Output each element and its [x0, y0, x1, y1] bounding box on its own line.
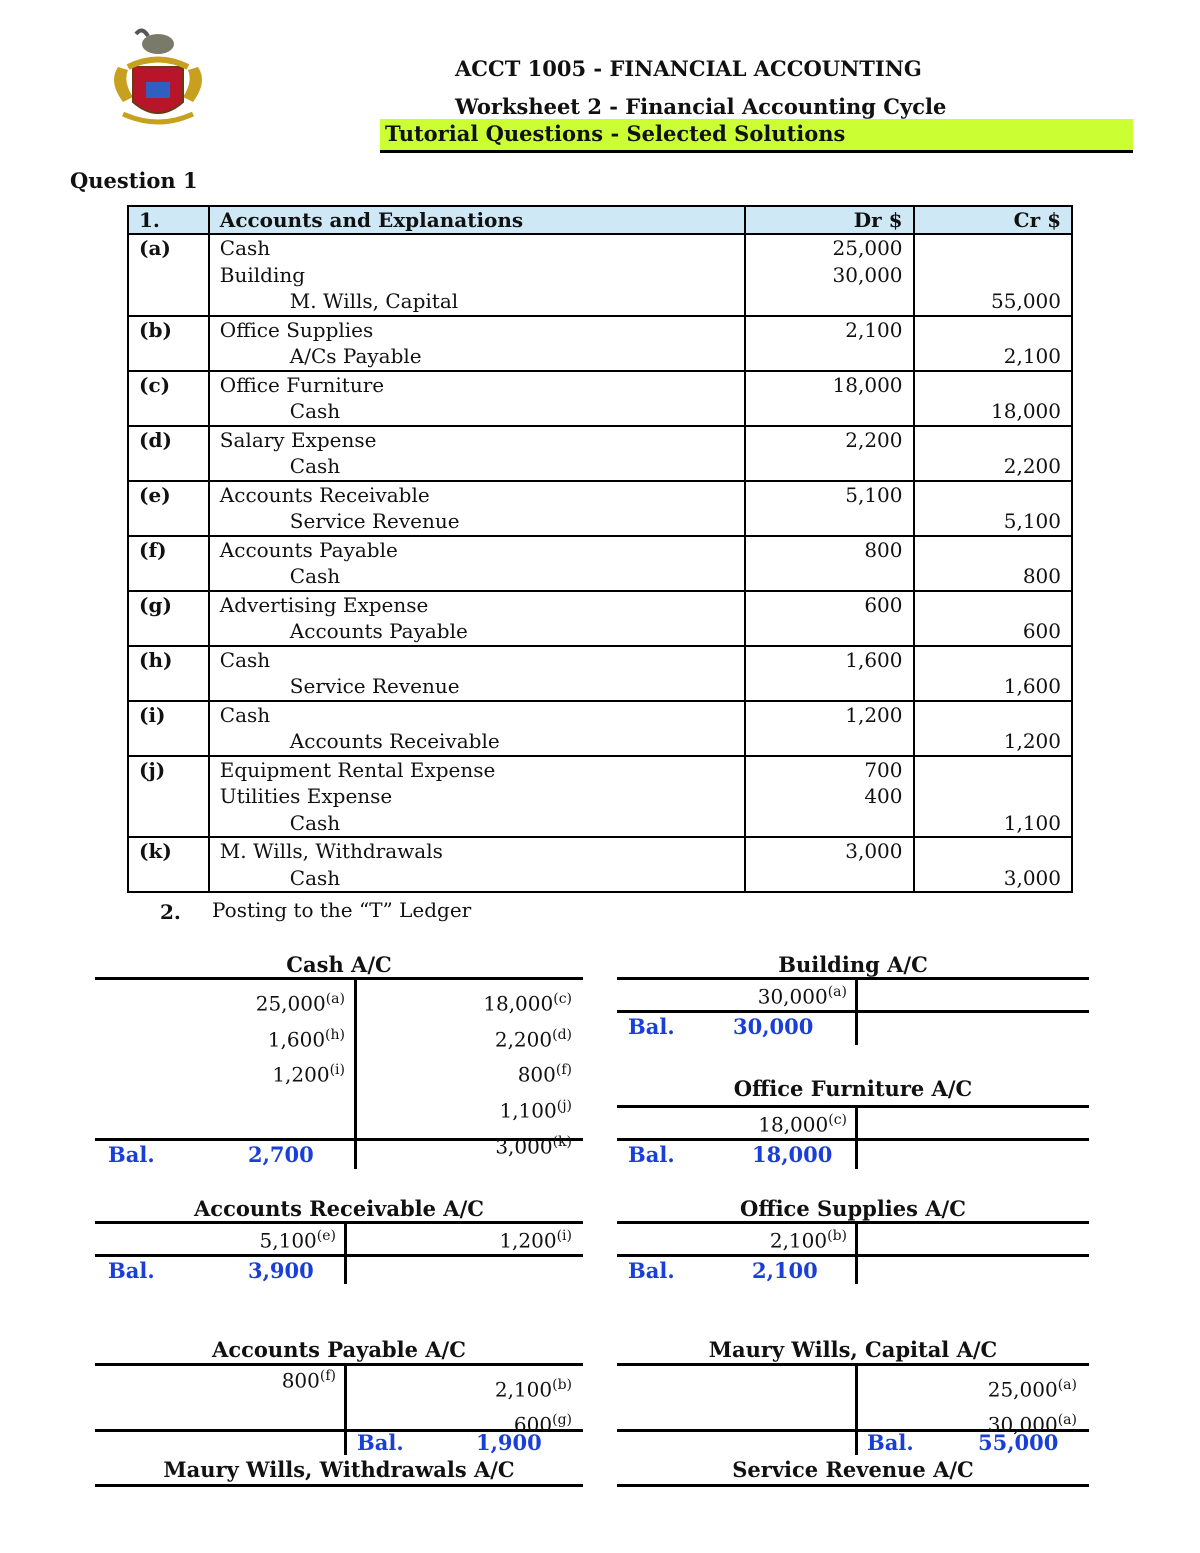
cr-amount [925, 783, 1061, 810]
cr-amount: 5,100 [1003, 509, 1061, 533]
furniture-ledger-title: Office Furniture A/C [733, 1076, 973, 1101]
capital-cr-entries [900, 1370, 1077, 1439]
journal-row [128, 837, 1072, 892]
ledger-entry: 18,000$^{(c)}$ [758, 1112, 847, 1137]
furniture-balance: 18,000 [752, 1142, 833, 1167]
journal-ref [128, 316, 209, 371]
journal-col-number: 1. [128, 206, 209, 234]
ap-bal-label: Bal. [357, 1430, 404, 1455]
cr-amount [925, 838, 1061, 865]
journal-dr [745, 536, 913, 591]
cash-cr-entries [400, 984, 572, 1162]
journal-accounts [209, 536, 745, 591]
subtitle-banner [380, 119, 1133, 153]
course-title: ACCT 1005 - FINANCIAL ACCOUNTING [455, 56, 922, 81]
account-line: Utilities Expense [219, 784, 393, 808]
journal-accounts [209, 646, 745, 701]
account-line: Accounts Receivable [219, 482, 430, 507]
journal-row [128, 234, 1072, 316]
ledger-entry: 30,000$^{(a)}$ [757, 984, 847, 1009]
journal-table [127, 205, 1073, 893]
journal-dr [745, 234, 913, 316]
account-line: Accounts Receivable [289, 729, 500, 753]
ledger-entry: 1,100$^{(j)}$ [499, 1097, 572, 1123]
ap-ledger-title: Accounts Payable A/C [212, 1337, 466, 1362]
ledger-entry: 25,000$^{(a)}$ [255, 991, 345, 1016]
university-crest-logo [98, 22, 218, 132]
ap-top-rule [95, 1363, 583, 1366]
cr-amount [925, 372, 1061, 399]
ap-cr-entries [400, 1370, 572, 1439]
account-line: Office Supplies [219, 317, 374, 342]
account-line: Accounts Payable [219, 537, 398, 562]
ar-top-rule [95, 1221, 583, 1224]
dr-amount [756, 398, 902, 425]
dr-amount: 700 [864, 757, 903, 782]
journal-header-row [128, 206, 1072, 234]
capital-top-rule [617, 1363, 1089, 1366]
dr-amount: 30,000 [832, 262, 903, 287]
dr-amount: 1,600 [845, 647, 903, 672]
account-line: Cash [289, 399, 341, 423]
journal-ref-label: (j) [139, 757, 166, 782]
ledger-entry: 25,000$^{(a)}$ [987, 1377, 1077, 1402]
posting-label: Posting to the “T” Ledger [212, 898, 472, 922]
journal-ref-label: (h) [139, 647, 173, 672]
journal-accounts [209, 756, 745, 838]
supplies-center-rule [855, 1221, 858, 1284]
ar-bal-label: Bal. [108, 1258, 155, 1283]
ledger-entry: 3,000$^{(k)}$ [495, 1133, 572, 1159]
journal-cr [914, 234, 1072, 316]
ledger-entry: 2,100$^{(b)}$ [494, 1377, 572, 1402]
journal-ref-label: (b) [139, 317, 172, 342]
subtitle-text: Tutorial Questions - Selected Solutions [385, 121, 846, 146]
building-ledger-title: Building A/C [778, 952, 928, 977]
supplies-total-rule [617, 1254, 1089, 1257]
journal-ref [128, 234, 209, 316]
journal-accounts [209, 701, 745, 756]
account-line: Cash [289, 564, 341, 588]
journal-body [128, 234, 1072, 892]
dr-amount: 2,200 [845, 427, 903, 452]
journal-ref-label: (c) [139, 372, 171, 397]
journal-cr [914, 591, 1072, 646]
account-line: Cash [219, 702, 271, 727]
cr-amount: 1,100 [1003, 810, 1061, 835]
account-line: Office Furniture [219, 372, 385, 397]
building-top-rule [617, 977, 1089, 980]
journal-ref-label: (g) [139, 592, 172, 617]
account-line: Cash [219, 236, 271, 260]
account-line: M. Wills, Withdrawals [219, 839, 443, 863]
ledger-entry: 18,000$^{(c)}$ [483, 991, 572, 1016]
account-line: Accounts Payable [289, 619, 468, 643]
cr-amount: 600 [1022, 619, 1061, 643]
journal-cr [914, 701, 1072, 756]
journal-cr [914, 536, 1072, 591]
ap-center-rule [344, 1363, 347, 1455]
revenue-top-rule [617, 1484, 1089, 1487]
journal-cr [914, 756, 1072, 838]
cr-amount: 2,100 [1003, 344, 1061, 368]
cr-amount [925, 592, 1061, 619]
journal-cr [914, 426, 1072, 481]
dr-amount: 2,100 [845, 317, 903, 342]
building-bal-label: Bal. [628, 1014, 675, 1039]
supplies-bal-label: Bal. [628, 1258, 675, 1283]
cr-amount [925, 757, 1061, 784]
journal-ref-label: (i) [139, 702, 166, 727]
account-line: A/Cs Payable [289, 344, 422, 368]
cr-amount: 3,000 [1003, 865, 1061, 890]
capital-bal-label: Bal. [867, 1430, 914, 1455]
cash-balance: 2,700 [248, 1142, 314, 1167]
journal-ref [128, 837, 209, 892]
account-line: Cash [289, 810, 341, 835]
journal-cr [914, 371, 1072, 426]
journal-row [128, 481, 1072, 536]
cr-amount [925, 262, 1061, 289]
dr-amount [756, 343, 902, 370]
journal-accounts [209, 481, 745, 536]
account-line: Service Revenue [289, 509, 460, 533]
journal-col-cr: Cr $ [914, 206, 1072, 234]
ar-balance: 3,900 [248, 1258, 314, 1283]
journal-row [128, 756, 1072, 838]
journal-dr [745, 591, 913, 646]
capital-ledger-title: Maury Wills, Capital A/C [708, 1337, 998, 1362]
dr-amount: 600 [864, 592, 903, 617]
ledger-entry: 1,200$^{(i)}$ [272, 1062, 345, 1087]
cash-dr-entries [180, 984, 345, 1091]
journal-ref-label: (d) [139, 427, 172, 452]
building-balance: 30,000 [733, 1014, 814, 1039]
journal-dr [745, 426, 913, 481]
cr-amount: 1,600 [1003, 674, 1061, 698]
cash-ledger-title: Cash A/C [286, 952, 392, 977]
cash-bal-label: Bal. [108, 1142, 155, 1167]
dr-amount: 3,000 [845, 839, 903, 863]
account-line: M. Wills, Capital [289, 289, 459, 313]
question-label: Question 1 [70, 168, 198, 193]
furniture-dr-entries [680, 1112, 847, 1137]
journal-ref [128, 371, 209, 426]
account-line: Salary Expense [219, 427, 377, 452]
dr-amount [756, 810, 902, 837]
furniture-center-rule [855, 1105, 858, 1169]
account-line: Building [219, 262, 306, 287]
dr-amount: 400 [864, 784, 903, 808]
capital-balance: 55,000 [978, 1430, 1059, 1455]
ledger-entry: 1,200$^{(i)}$ [499, 1228, 572, 1253]
ledger-entry: 800$^{(f)}$ [281, 1368, 336, 1393]
ledger-entry: 2,100$^{(b)}$ [769, 1228, 847, 1253]
ledger-entry: 800$^{(f)}$ [517, 1062, 572, 1087]
ledger-entry: 2,200$^{(d)}$ [494, 1026, 572, 1052]
cr-amount: 800 [1022, 564, 1061, 588]
ap-balance: 1,900 [476, 1430, 542, 1455]
dr-amount [756, 453, 902, 480]
dr-amount [756, 618, 902, 645]
journal-col-accounts: Accounts and Explanations [209, 206, 745, 234]
ar-cr-entries [400, 1228, 572, 1253]
cr-amount [925, 427, 1061, 454]
journal-ref-label: (a) [139, 236, 171, 260]
journal-cr [914, 837, 1072, 892]
supplies-top-rule [617, 1221, 1089, 1224]
cr-amount: 1,200 [1003, 729, 1061, 753]
worksheet-title: Worksheet 2 - Financial Accounting Cycle [455, 94, 947, 119]
journal-ref-label: (f) [139, 537, 167, 562]
furniture-top-rule [617, 1105, 1089, 1108]
account-line: Service Revenue [289, 674, 460, 698]
cr-amount [925, 537, 1061, 564]
journal-ref [128, 591, 209, 646]
cr-amount: 2,200 [1003, 454, 1061, 478]
journal-ref-label: (k) [139, 839, 172, 863]
account-line: Cash [289, 865, 341, 890]
revenue-ledger-title: Service Revenue A/C [732, 1457, 974, 1482]
ap-dr-entries [180, 1368, 336, 1393]
dr-amount: 5,100 [845, 482, 903, 507]
ar-dr-entries [180, 1228, 336, 1253]
dr-amount: 18,000 [832, 372, 903, 397]
journal-dr [745, 371, 913, 426]
journal-ref [128, 426, 209, 481]
ar-ledger-title: Accounts Receivable A/C [193, 1196, 484, 1221]
ledger-entry: 30,000$^{(a)}$ [987, 1411, 1077, 1437]
journal-col-dr: Dr $ [745, 206, 913, 234]
journal-dr [745, 756, 913, 838]
furniture-total-rule [617, 1138, 1089, 1141]
cr-amount: 55,000 [991, 289, 1061, 313]
furniture-bal-label: Bal. [628, 1142, 675, 1167]
journal-row [128, 316, 1072, 371]
ar-total-rule [95, 1254, 583, 1257]
account-line: Equipment Rental Expense [219, 757, 496, 782]
journal-accounts [209, 591, 745, 646]
journal-dr [745, 481, 913, 536]
journal-row [128, 426, 1072, 481]
cr-amount [925, 647, 1061, 674]
journal-cr [914, 646, 1072, 701]
ledger-entry: 1,600$^{(h)}$ [267, 1026, 345, 1052]
dr-amount [756, 728, 902, 755]
ar-center-rule [344, 1221, 347, 1284]
journal-row [128, 371, 1072, 426]
journal-ref [128, 536, 209, 591]
dr-amount [756, 673, 902, 700]
journal-ref-label: (e) [139, 482, 171, 507]
supplies-dr-entries [680, 1228, 847, 1253]
cr-amount [925, 702, 1061, 729]
dr-amount [756, 865, 902, 892]
journal-dr [745, 837, 913, 892]
journal-ref [128, 646, 209, 701]
journal-ref [128, 701, 209, 756]
supplies-balance: 2,100 [752, 1258, 818, 1283]
journal-cr [914, 481, 1072, 536]
withdrawals-ledger-title: Maury Wills, Withdrawals A/C [163, 1457, 515, 1482]
journal-row [128, 591, 1072, 646]
journal-ref [128, 756, 209, 838]
cr-amount [925, 482, 1061, 509]
dr-amount [756, 563, 902, 590]
journal-row [128, 646, 1072, 701]
withdrawals-top-rule [95, 1484, 583, 1487]
journal-accounts [209, 316, 745, 371]
dr-amount [756, 508, 902, 535]
journal-dr [745, 646, 913, 701]
ledger-entry: 5,100$^{(e)}$ [259, 1228, 336, 1253]
cr-amount: 18,000 [991, 399, 1061, 423]
ledger-entry: 600$^{(g)}$ [513, 1411, 572, 1437]
journal-ref [128, 481, 209, 536]
building-total-rule [617, 1010, 1089, 1013]
journal-dr [745, 316, 913, 371]
journal-accounts [209, 371, 745, 426]
account-line: Cash [289, 454, 341, 478]
journal-accounts [209, 234, 745, 316]
supplies-ledger-title: Office Supplies A/C [740, 1196, 966, 1221]
building-dr-entries [680, 984, 847, 1009]
journal-row [128, 701, 1072, 756]
cr-amount [925, 317, 1061, 344]
journal-accounts [209, 426, 745, 481]
account-line: Advertising Expense [219, 592, 429, 617]
dr-amount [756, 288, 902, 315]
account-line: Cash [219, 647, 271, 672]
journal-cr [914, 316, 1072, 371]
posting-number: 2. [160, 900, 181, 924]
journal-dr [745, 701, 913, 756]
dr-amount: 25,000 [832, 236, 903, 260]
cash-top-rule [95, 977, 583, 980]
journal-accounts [209, 837, 745, 892]
journal-row [128, 536, 1072, 591]
cr-amount [925, 235, 1061, 262]
capital-center-rule [855, 1363, 858, 1455]
dr-amount: 800 [864, 537, 903, 562]
dr-amount: 1,200 [845, 702, 903, 727]
